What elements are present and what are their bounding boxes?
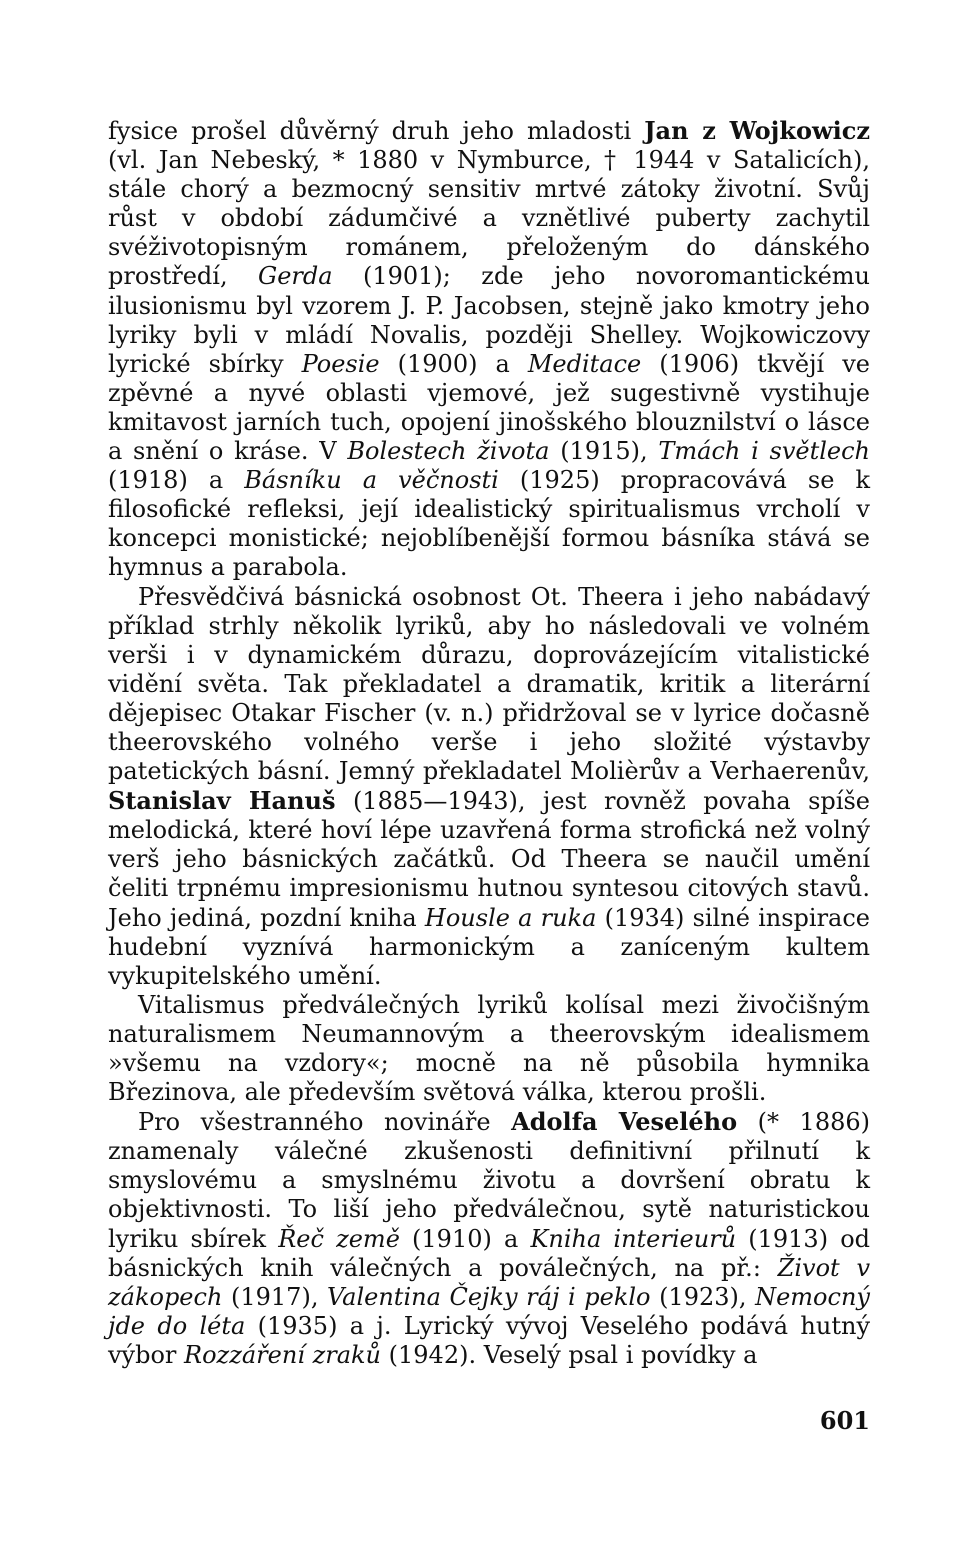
text-run: fysice prošel důvěrný druh jeho mladosti: [108, 117, 645, 145]
paragraph-4: [108, 1107, 870, 1370]
title-italic: Řeč země: [278, 1224, 400, 1253]
page-number: 601: [819, 1406, 870, 1435]
text-run: (1934) silné inspirace hudební vyznívá harmonickým a zaníceným kultem vykupitelského umění.: [108, 903, 870, 990]
text-run: (1935) a j. Lyrický vývoj Veselého podává hutný výbor: [108, 1311, 870, 1369]
title-italic: Valentina Čejky ráj i peklo: [327, 1282, 651, 1311]
title-italic: Básníku a věčnosti: [244, 466, 499, 495]
title-italic: Housle a ruka: [424, 903, 597, 932]
name-bold: Jan z Wojkowicz: [644, 116, 870, 145]
text-run: (1913) od básnických knih válečných a poválečných, na př.:: [108, 1224, 871, 1282]
text-run: (1942). Veselý psal i povídky a: [381, 1340, 758, 1369]
title-italic: Kniha interieurů: [530, 1224, 737, 1253]
paragraph-3: [108, 991, 870, 1107]
title-italic: Nemocný jde do léta: [108, 1282, 870, 1340]
text-run: (* 1886) znamenaly válečné zkušenosti definitivní přilnutí k smyslovému a smyslnému životu a dovršení obratu k objektivnosti. To liší jeho předválečnou, sytě naturistickou lyriku sbírek: [108, 1108, 870, 1253]
title-italic: Rozzáření zraků: [184, 1340, 382, 1369]
text-run: (1918) a: [108, 466, 245, 495]
text-run: (vl. Jan Nebeský, * 1880 v Nymburce, † 1944 v Satalicích), stále chorý a bezmocný sensitiv mrtvé zátoky životní. Svůj růst v období zádumčivé a vznětlivé puberty zachytil svéživotopisným románem, přeloženým do dánského prostředí,: [108, 146, 870, 291]
text-run: (1915),: [549, 437, 659, 466]
text-run: Vitalismus předválečných lyriků kolísal mezi živočišným naturalismem Neumannovým a theerovským idealismem »všemu na vzdory«; mocně na ně působila hymnika Březinova, ale především světová válka, kterou prošli.: [108, 990, 870, 1107]
title-italic: Poesie: [301, 349, 380, 378]
title-italic: Tmách i světlech: [658, 437, 871, 466]
text-run: (1925) propracovává se k filosofické refleksi, její idealistický spiritualismus vrcholí v koncepci monistické; nejoblíbenější formou básníka stává se hymnus a parabola.: [108, 466, 870, 582]
text-run: (1906) tkvějí ve zpěvné a nyvé oblasti vjemové, jež sugestivně vystihuje kmitavost jarních tuch, opojení jinošského blouznilství o lásce a snění o kráse. V: [108, 349, 870, 466]
title-italic: Meditace: [527, 349, 642, 378]
text-run: Přesvědčivá básnická osobnost Ot. Theera i jeho nabádavý příklad strhly několik lyriků, aby ho následovali ve volném verši i v dynamickém důrazu, doprovázejícím vitalistické vidění světa. Tak překladatel a dramatik, kritik a literární dějepisec Otakar Fischer (v. n.) přidržoval se v lyrice dočasně theerovského volného verše i jeho složité výstavby patetických básní. Jemný překladatel Molièrův a Verhaerenův,: [108, 582, 870, 786]
text-run: (1900) a: [379, 349, 528, 378]
text-run: (1885—1943), jest rovněž povaha spíše melodická, které hoví lépe uzavřená forma strofická než volný verš jeho básnických začátků. Od Theera se naučil umění čeliti trpnému impresionismu hutnou syntesou citových stavů. Jeho jediná, pozdní kniha: [108, 787, 870, 932]
title-italic: Život v zákopech: [108, 1253, 870, 1311]
page-body: [108, 116, 870, 1370]
name-bold: Adolfa Veselého: [511, 1107, 738, 1137]
text-run: (1923),: [650, 1282, 756, 1311]
title-italic: Gerda: [258, 262, 333, 291]
title-italic: Bolestech života: [347, 437, 550, 466]
text-run: Pro všestranného novináře: [138, 1108, 512, 1137]
text-run: (1901); zde jeho novoromantickému ilusionismu byl vzorem J. P. Jacobsen, stejně jako kmotry jeho lyriky byli v mládí Novalis, později Shelley. Wojkowiczovy lyrické sbírky: [108, 262, 871, 378]
name-bold: Stanislav Hanuš: [108, 786, 336, 816]
text-run: (1917),: [222, 1282, 328, 1311]
paragraph-1: [108, 116, 870, 583]
paragraph-2: [108, 583, 870, 991]
text-run: (1910) a: [399, 1224, 531, 1253]
